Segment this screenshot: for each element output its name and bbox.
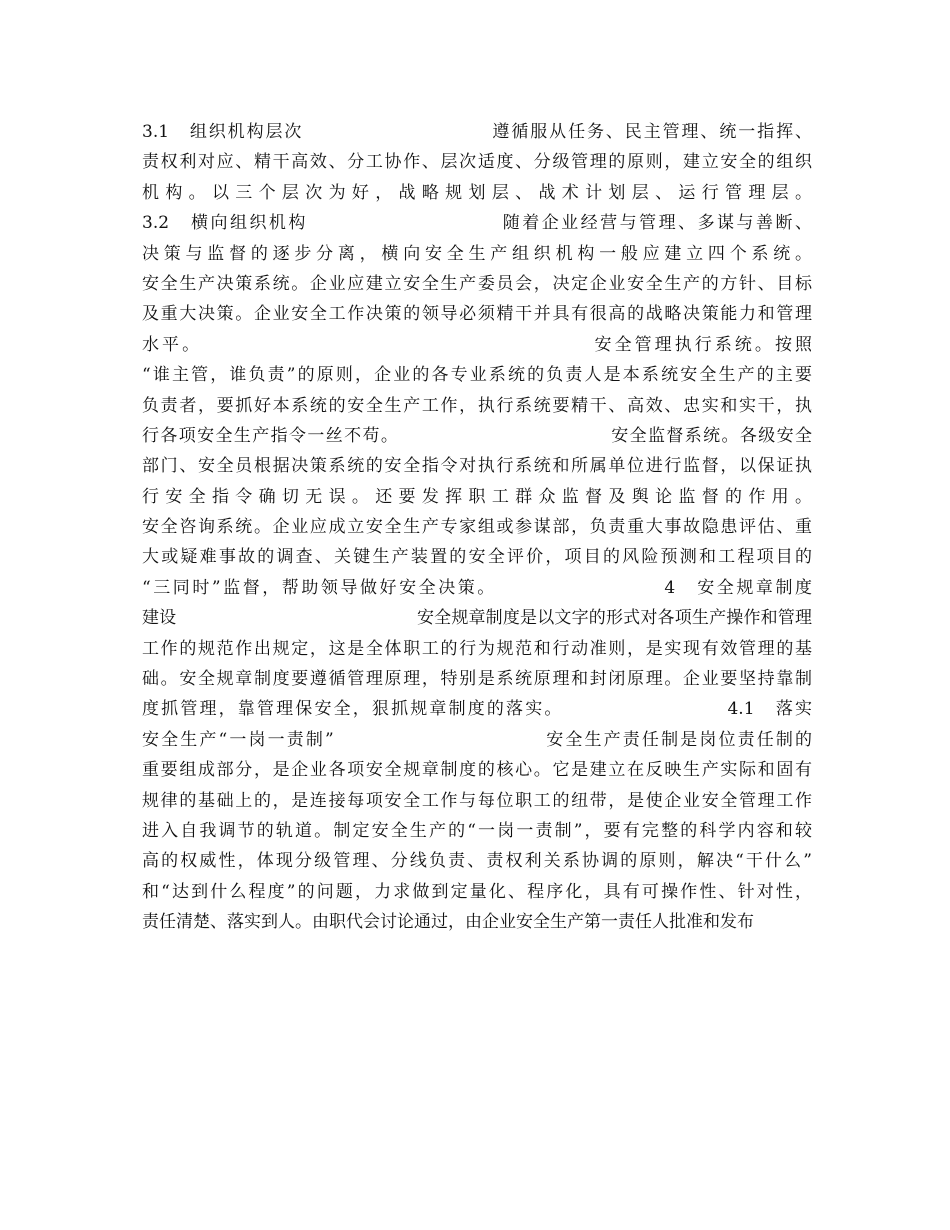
text-line: 行安全指令确切无误。还要发挥职工群众监督及舆论监督的作用。 bbox=[142, 486, 812, 507]
text-line: 和“达到什么程度”的问题，力求做到定量化、程序化，具有可操作性、针对性， bbox=[142, 881, 812, 902]
text-line: 3.1 组织机构层次 遵循服从任务、民主管理、统一指挥、 bbox=[142, 122, 812, 142]
text-line: 度抓管理，靠管理保安全，狠抓规章制度的落实。 4.1 落实 bbox=[142, 699, 812, 720]
text-line: 责任清楚、落实到人。由职代会讨论通过，由企业安全生产第一责任人批准和发布 bbox=[142, 912, 754, 933]
text-line: “三同时”监督，帮助领导做好安全决策。 4 安全规章制度 bbox=[142, 577, 812, 598]
text-line: 工作的规范作出规定，这是全体职工的行为规范和行动准则，是实现有效管理的基 bbox=[142, 638, 812, 659]
text-line: 大或疑难事故的调查、关键生产装置的安全评价，项目的风险预测和工程项目的 bbox=[142, 547, 812, 568]
text-line: 安全生产“一岗一责制” 安全生产责任制是岗位责任制的 bbox=[142, 729, 812, 750]
text-line: 重要组成部分，是企业各项安全规章制度的核心。它是建立在反映生产实际和固有 bbox=[142, 760, 812, 781]
text-line: 负责者，要抓好本系统的安全生产工作，执行系统要精干、高效、忠实和实干，执 bbox=[142, 395, 812, 416]
text-line: 3.2 横向组织机构 随着企业经营与管理、多谋与善断、 bbox=[142, 213, 812, 234]
text-line: 责权利对应、精干高效、分工协作、层次适度、分级管理的原则，建立安全的组织 bbox=[142, 152, 812, 173]
text-line: 规律的基础上的，是连接每项安全工作与每位职工的纽带，是使企业安全管理工作 bbox=[142, 790, 812, 811]
text-line: 部门、安全员根据决策系统的安全指令对执行系统和所属单位进行监督，以保证执 bbox=[142, 456, 812, 477]
text-line: 决策与监督的逐步分离，横向安全生产组织机构一般应建立四个系统。 bbox=[142, 243, 812, 264]
text-line: 进入自我调节的轨道。制定安全生产的“一岗一责制”，要有完整的科学内容和较 bbox=[142, 820, 812, 841]
text-line: 安全咨询系统。企业应成立安全生产专家组或参谋部，负责重大事故隐患评估、重 bbox=[142, 517, 812, 538]
text-line: 高的权威性，体现分级管理、分线负责、责权利关系协调的原则，解决“干什么” bbox=[142, 851, 812, 872]
text-line: 水平。 安全管理执行系统。按照 bbox=[142, 334, 812, 355]
text-line: 础。安全规章制度要遵循管理原理，特别是系统原理和封闭原理。企业要坚持靠制 bbox=[142, 669, 812, 690]
text-line: 建设 安全规章制度是以文字的形式对各项生产操作和管理 bbox=[142, 608, 812, 629]
text-line: 行各项安全生产指令一丝不苟。 安全监督系统。各级安全 bbox=[142, 425, 812, 446]
document-body bbox=[142, 117, 812, 938]
text-line: “谁主管，谁负责”的原则，企业的各专业系统的负责人是本系统安全生产的主要 bbox=[142, 365, 812, 386]
text-line: 及重大决策。企业安全工作决策的领导必须精干并具有很高的战略决策能力和管理 bbox=[142, 304, 812, 325]
text-line: 机构。以三个层次为好，战略规划层、战术计划层、运行管理层。 bbox=[142, 182, 812, 203]
text-line: 安全生产决策系统。企业应建立安全生产委员会，决定企业安全生产的方针、目标 bbox=[142, 273, 812, 294]
